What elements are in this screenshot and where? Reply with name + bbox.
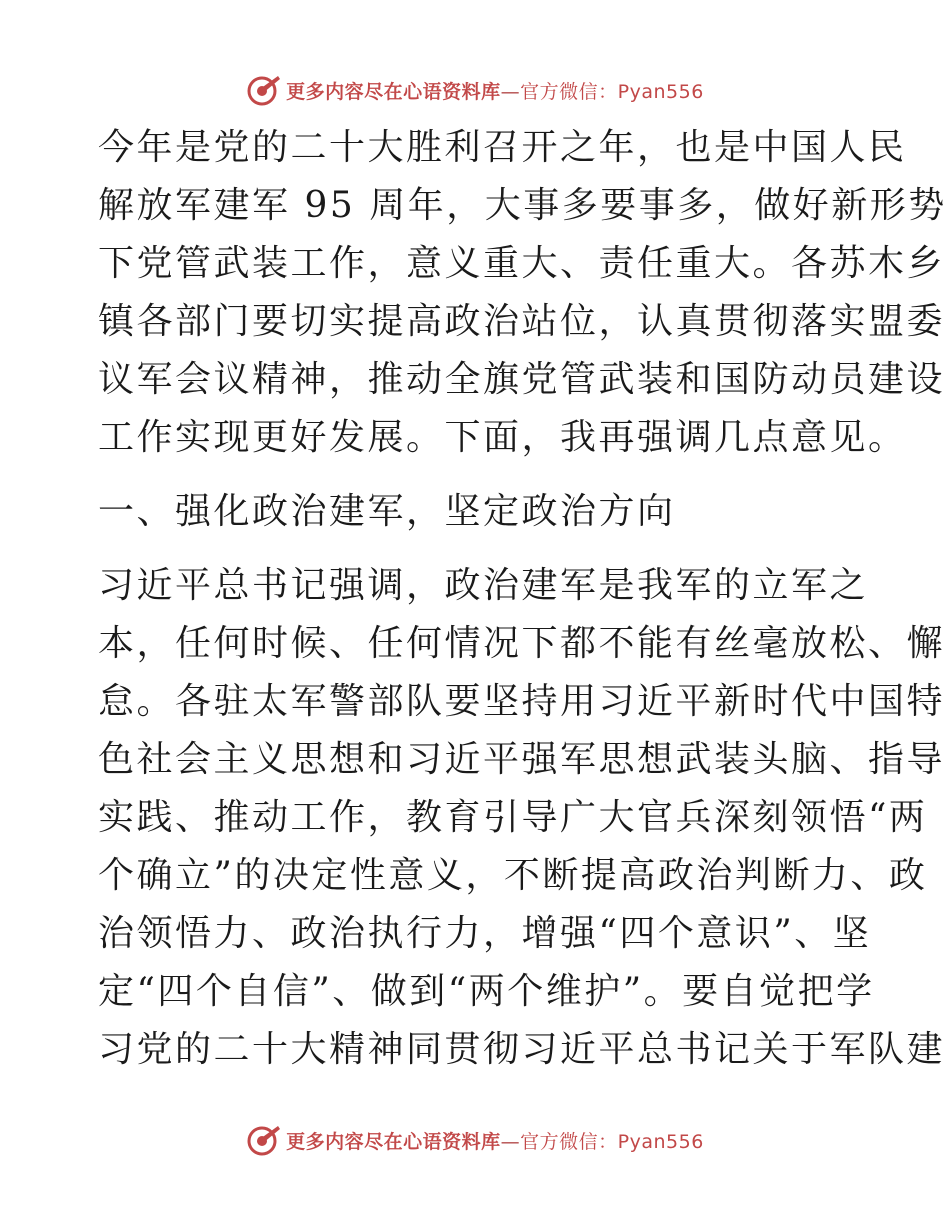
header-banner-main: 更多内容尽在心语资料库 — [286, 80, 501, 103]
body-line: 定“四个自信”、做到“两个维护”。要自觉把学 — [98, 971, 875, 1012]
body-line: 工作实现更好发展。下面，我再强调几点意见。 — [98, 417, 907, 458]
body-line: 议军会议精神，推动全旗党管武装和国防动员建设 — [98, 359, 946, 400]
footer-banner-dash: — — [500, 1130, 521, 1153]
body-line: 习党的二十大精神同贯彻习近平总书记关于军队建 — [98, 1029, 946, 1070]
header-banner-wechat: 官方微信：Pyan556 — [520, 80, 704, 103]
header-banner-dash: — — [500, 80, 521, 103]
body-line: 习近平总书记强调，政治建军是我军的立军之 — [98, 565, 869, 606]
body-line: 镇各部门要切实提高政治站位，认真贯彻落实盟委 — [98, 301, 946, 342]
body-line: 解放军建军 95 周年，大事多要事多，做好新形势 — [98, 185, 947, 226]
body-line: 治领悟力、政治执行力，增强“四个意识”、坚 — [98, 913, 872, 954]
header-banner-text — [286, 77, 704, 104]
footer-banner — [0, 1120, 950, 1160]
header-banner — [0, 70, 950, 110]
brand-logo-icon — [246, 72, 282, 108]
body-line: 怠。各驻太军警部队要坚持用习近平新时代中国特 — [98, 681, 946, 722]
body-line: 下党管武装工作，意义重大、责任重大。各苏木乡 — [98, 243, 946, 284]
brand-logo-icon — [246, 1122, 282, 1158]
body-line: 个确立”的决定性意义，不断提高政治判断力、政 — [98, 855, 928, 896]
footer-banner-wechat: 官方微信：Pyan556 — [520, 1130, 704, 1153]
body-line: 本，任何时候、任何情况下都不能有丝毫放松、懈 — [98, 623, 946, 664]
section-heading: 一、强化政治建军，坚定政治方向 — [98, 491, 676, 532]
body-line: 色社会主义思想和习近平强军思想武装头脑、指导 — [98, 739, 946, 780]
body-line: 实践、推动工作，教育引导广大官兵深刻领悟“两 — [98, 797, 928, 838]
body-line: 今年是党的二十大胜利召开之年，也是中国人民 — [98, 127, 907, 168]
footer-banner-text — [286, 1127, 704, 1154]
footer-banner-main: 更多内容尽在心语资料库 — [286, 1130, 501, 1153]
